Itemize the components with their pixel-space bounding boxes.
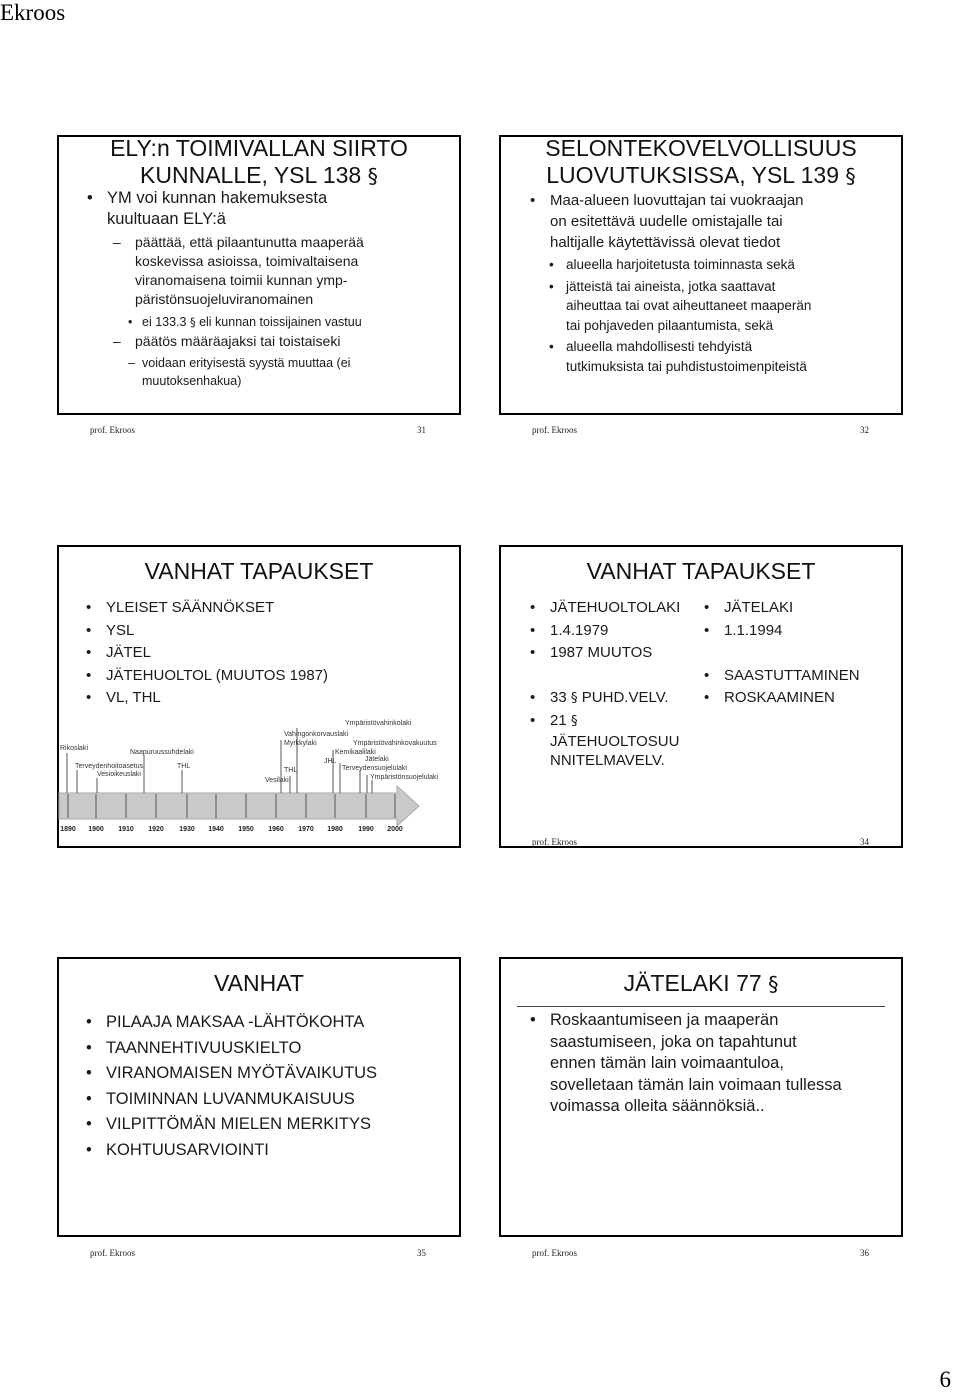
bullet-icon: • (530, 192, 536, 209)
title-line-2: KUNNALLE, YSL 138 § (140, 162, 378, 188)
timeline-label: Vahingonkorvauslaki (284, 731, 349, 738)
timeline-label: Kemikaalilaki (335, 749, 376, 756)
bullet-item: • jätteistä tai aineista, jotka saattavat (549, 277, 899, 297)
slide-34-left-list (530, 597, 700, 770)
bullet-item: • 21 § (530, 710, 700, 733)
timeline-label: THL (177, 763, 191, 770)
bullet-item: • 1.4.1979 (530, 620, 700, 643)
bullet-icon: • (86, 621, 92, 639)
bullet-item: • alueella mahdollisesti tehdyistä (549, 337, 899, 357)
bullet-item: • SAASTUTTAMINEN (704, 665, 894, 688)
slide-31-subsub-2 (128, 354, 458, 390)
slide-31-subsub (128, 313, 458, 332)
bullet-item: • PILAAJA MAKSAA -LÄHTÖKOHTA (86, 1010, 456, 1036)
title-divider (517, 1006, 885, 1007)
timeline-label: Naapuruussuhdelaki (130, 749, 194, 756)
timeline-label: Ympäristövahinkolaki (345, 720, 412, 727)
bullet-continuation: kuultuaan ELY:ä (107, 210, 226, 228)
bullet-item: • TAANNEHTIVUUSKIELTO (86, 1036, 456, 1062)
timeline-label: Vesioikeuslaki (97, 771, 141, 778)
bullet-item: • JÄTELAKI (704, 597, 894, 620)
bullet-item: • Maa-alueen luovuttajan tai vuokraajan (530, 192, 804, 209)
section-sign-icon: § (367, 164, 378, 188)
bullet-icon: • (704, 621, 710, 639)
timeline-year: 1890 (60, 826, 76, 833)
slide-footer-left: prof. Ekroos (90, 425, 135, 435)
timeline-label: Vesilaki (265, 777, 289, 784)
bullet-icon: • (530, 599, 536, 616)
dash-continuation: muutoksenhakua) (142, 374, 242, 388)
bullet-icon: • (549, 278, 554, 294)
timeline-label: Myrkkylaki (284, 740, 317, 747)
bullet-icon: • (530, 1011, 536, 1029)
bullet-item: • ei 133.3 § eli kunnan toissijainen vastuu (128, 315, 362, 329)
bullet-continuation: ennen tämän lain voimaantuloa, (550, 1054, 784, 1072)
page-number: 6 (939, 1367, 951, 1392)
dash-item: – päätös määräajaksi tai toistaiseki (113, 333, 341, 349)
slide-footer-page: 34 (860, 837, 869, 847)
bullet-icon: • (86, 1115, 92, 1133)
timeline-label: THL (284, 767, 298, 774)
bullet-continuation: sovelletaan tämän lain voimaan tullessa (550, 1075, 842, 1094)
timeline-year: 1940 (208, 826, 224, 833)
bullet-item: • JÄTEHUOLTOLAKI (530, 597, 700, 620)
bullet-item: • YSL (86, 620, 456, 643)
slide-footer-page: 36 (860, 1248, 869, 1258)
bullet-icon: • (86, 1089, 92, 1108)
timeline-arrow (59, 786, 419, 826)
bullet-item: • 1.1.1994 (704, 620, 894, 643)
bullet-icon: • (86, 1013, 92, 1031)
bullet-item: • VL, THL (86, 687, 456, 710)
bullet-icon: • (87, 189, 93, 207)
bullet-continuation: JÄTEHUOLTOSUU (550, 733, 680, 750)
bullet-item: • alueella harjoitetusta toiminnasta sekä (549, 255, 899, 275)
bullet-icon: • (549, 257, 554, 272)
bullet-item: • YLEISET SÄÄNNÖKSET (86, 597, 456, 620)
bullet-item: • VIRANOMAISEN MYÖTÄVAIKUTUS (86, 1061, 456, 1087)
timeline-label: Terveydensuojelulaki (342, 765, 407, 772)
bullet-icon: • (704, 666, 710, 684)
slide-title: VANHAT TAPAUKSET (144, 558, 374, 584)
bullet-item: • 33 § PUHD.VELV. (530, 687, 700, 710)
timeline-year: 1900 (88, 826, 104, 833)
bullet-icon: • (549, 339, 554, 354)
section-sign-icon: § (189, 316, 196, 329)
slide-title: VANHAT (214, 970, 304, 996)
bullet-continuation: tutkimuksista tai puhdistustoimenpiteistä (566, 358, 807, 374)
section-sign-icon: § (768, 972, 779, 996)
bullet-icon: • (530, 644, 536, 661)
bullet-icon: • (530, 689, 536, 706)
section-sign-icon: § (845, 164, 856, 188)
bullet-icon: • (86, 1064, 92, 1082)
dash-item: – voidaan erityisestä syystä muuttaa (ei (128, 356, 351, 370)
section-sign-icon: § (570, 712, 578, 729)
bullet-icon: • (86, 644, 92, 661)
timeline-year: 1930 (179, 826, 195, 833)
slide-35-list (86, 1010, 456, 1163)
timeline-label: Jätelaki (365, 756, 389, 763)
bullet-icon: • (704, 689, 710, 706)
bullet-icon: • (128, 315, 133, 329)
slide-footer-left: prof. Ekroos (532, 1248, 577, 1258)
timeline-year: 1980 (327, 826, 343, 833)
timeline-label: Rikoslaki (60, 745, 89, 752)
bullet-icon: • (86, 689, 92, 706)
section-sign-icon: § (570, 690, 578, 706)
slide-footer-page: 32 (860, 425, 869, 435)
slide-34-right-list (704, 597, 894, 710)
slide-title: JÄTELAKI 77 § (623, 970, 779, 996)
bullet-item: • 1987 MUUTOS (530, 642, 700, 665)
timeline-year: 1960 (268, 826, 284, 833)
bullet-icon: • (86, 599, 92, 616)
slide-footer-page: 35 (417, 1248, 426, 1258)
bullet-continuation: haltijalle käytettävissä olevat tiedot (550, 234, 781, 251)
slide-footer-left: prof. Ekroos (532, 837, 577, 847)
bullet-icon: • (86, 666, 92, 684)
dash-icon: – (113, 333, 121, 349)
bullet-continuation: NNITELMAVELV. (550, 752, 665, 769)
title-line-1: SELONTEKOVELVOLLISUUS (545, 135, 857, 161)
slide-title: VANHAT TAPAUKSET (586, 558, 816, 584)
bullet-continuation: on esitettävä uudelle omistajalle tai (550, 213, 783, 230)
bullet-icon: • (86, 1140, 92, 1159)
law-timeline (57, 710, 461, 846)
bullet-item: • VILPITTÖMÄN MIELEN MERKITYS (86, 1112, 456, 1138)
bullet-continuation: aiheuttaa tai ovat aiheuttaneet maaperän (566, 298, 812, 313)
bullet-continuation: saastumiseen, joka on tapahtunut (550, 1032, 797, 1051)
timeline-year: 1910 (118, 826, 134, 833)
bullet-item: • YM voi kunnan hakemuksesta (87, 189, 328, 207)
dash-icon: – (113, 234, 121, 250)
timeline-year: 1950 (238, 826, 254, 833)
dash-continuation: viranomaisena toimii kunnan ymp- (135, 272, 348, 288)
bullet-item: • Roskaantumiseen ja maaperän (530, 1010, 900, 1032)
slide-footer-page: 31 (417, 425, 426, 435)
dash-continuation: päristönsuojeluviranomainen (135, 291, 314, 307)
bullet-item: • KOHTUUSARVIOINTI (86, 1138, 456, 1164)
slide-title (501, 135, 901, 190)
bullet-item: • JÄTEHUOLTOL (MUUTOS 1987) (86, 665, 456, 688)
timeline-label: Ympäristönsuojelulaki (370, 774, 439, 781)
slide-32-subitems (549, 255, 899, 376)
timeline-year: 1970 (298, 826, 314, 833)
bullet-item: • TOIMINNAN LUVANMUKAISUUS (86, 1087, 456, 1113)
timeline-label: Terveydenhoitoasetus (75, 763, 144, 770)
bullet-icon: • (704, 599, 710, 616)
bullet-icon: • (530, 711, 536, 729)
dash-continuation: koskevissa asioissa, toimivaltaisena (135, 253, 359, 269)
slide-footer-left: prof. Ekroos (532, 425, 577, 435)
slide-32-body (530, 190, 900, 253)
dash-item: – päättää, että pilaantunutta maaperää (113, 234, 364, 250)
bullet-continuation: voimassa olleita säännöksiä.. (550, 1097, 765, 1115)
dash-icon: – (128, 356, 135, 370)
slide-31-body (87, 188, 457, 230)
document-header: Ekroos (0, 0, 66, 25)
bullet-icon: • (530, 621, 536, 639)
timeline-label: JHL (324, 758, 337, 765)
bullet-continuation: tai pohjaveden pilaantumista, sekä (566, 317, 774, 333)
timeline-year: 2000 (387, 826, 403, 833)
timeline-label: Ympäristövahinkovakuutus (353, 740, 437, 747)
bullet-item: • ROSKAAMINEN (704, 687, 894, 710)
title-line-1: ELY:n TOIMIVALLAN SIIRTO (110, 135, 408, 161)
slide-title (59, 135, 459, 190)
slide-footer-left: prof. Ekroos (90, 1248, 135, 1258)
slide-31-subitems-2 (113, 332, 463, 351)
timeline-year: 1920 (148, 826, 164, 833)
bullet-item: • JÄTEL (86, 642, 456, 665)
slide-36-body (530, 1010, 900, 1118)
title-line-2: LUOVUTUKSISSA, YSL 139 § (546, 162, 856, 188)
slide-33-list (86, 597, 456, 710)
slide-31-subitems (113, 233, 463, 309)
bullet-icon: • (86, 1038, 92, 1057)
timeline-year: 1990 (358, 826, 374, 833)
